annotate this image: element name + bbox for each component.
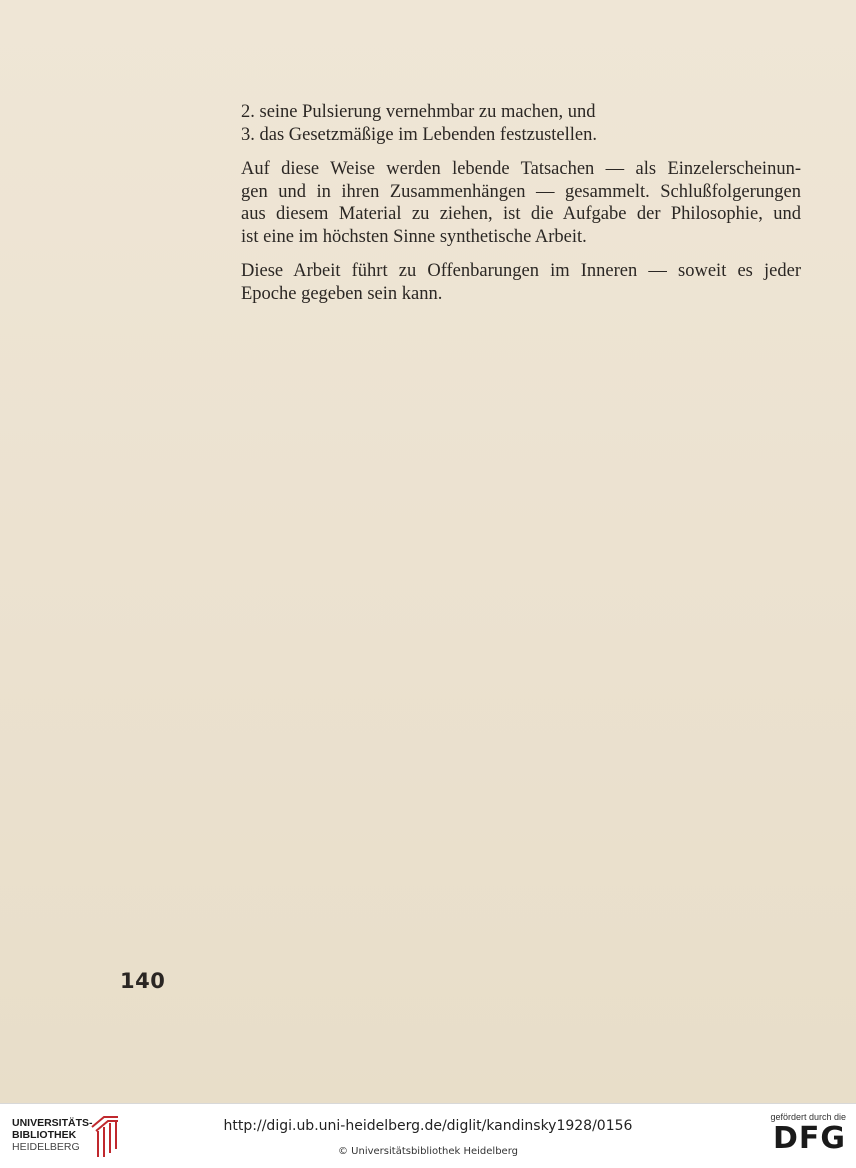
- paragraph-line: Diese Arbeit führt zu Offenbarungen im Inneren — soweit es jeder: [241, 261, 801, 281]
- library-name-line: UNIVERSITÄTS-: [12, 1117, 93, 1129]
- paragraph-1: [241, 158, 801, 248]
- paragraph-line: Epoche gegeben sein kann.: [241, 283, 443, 304]
- dfg-logo[interactable]: [756, 1112, 846, 1162]
- library-name-line: BIBLIOTHEK: [12, 1129, 77, 1141]
- paragraph-line: ist eine im höchsten Sinne synthetische Arbeit.: [241, 226, 587, 247]
- list-item: 2. seine Pulsierung vernehmbar zu machen, und: [241, 102, 596, 122]
- paragraph-line: gen und in ihren Zusammenhängen — gesammelt. Schlußfolgerungen: [241, 181, 801, 202]
- dfg-wordmark: DFG: [772, 1121, 846, 1156]
- document-url-link[interactable]: http://digi.ub.uni-heidelberg.de/diglit/kandinsky1928/0156: [223, 1118, 633, 1134]
- dfg-caption: gefördert durch die: [770, 1112, 846, 1122]
- page-text: [241, 101, 801, 305]
- page-number: 140: [120, 969, 166, 993]
- list-item: 3. das Gesetzmäßige im Lebenden festzustellen.: [241, 124, 597, 145]
- viewer-footer: [0, 1103, 856, 1168]
- paragraph-line: Auf diese Weise werden lebende Tatsachen — als Einzelerscheinun-: [241, 159, 801, 179]
- library-name-line: HEIDELBERG: [12, 1141, 80, 1153]
- paragraph-2: [241, 260, 801, 305]
- paragraph-line: aus diesem Material zu ziehen, ist die Aufgabe der Philosophie, und: [241, 204, 801, 224]
- copyright-notice: © Universitätsbibliothek Heidelberg: [337, 1146, 518, 1157]
